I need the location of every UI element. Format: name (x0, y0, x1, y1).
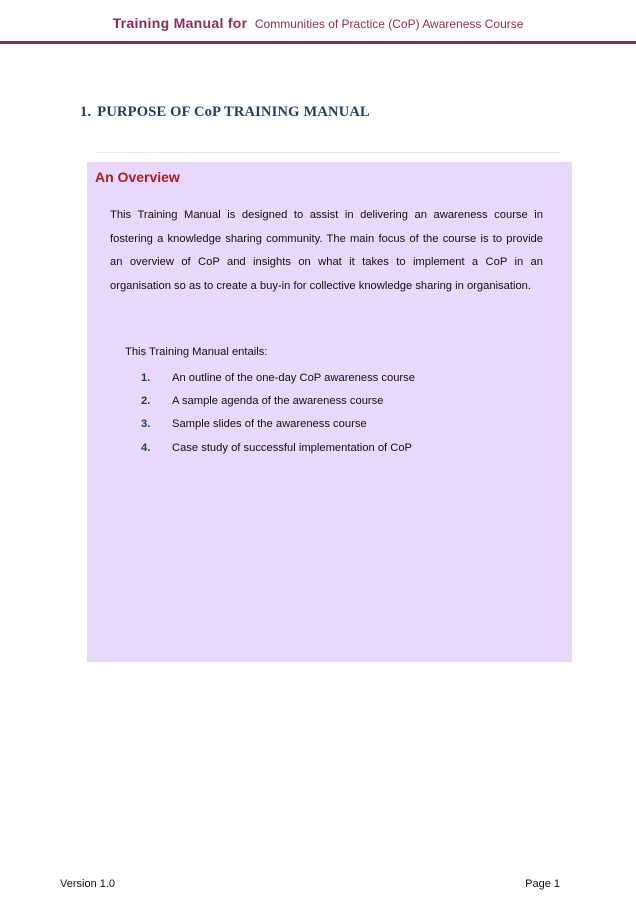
header-text (0, 15, 636, 33)
section-number: 1. (80, 104, 92, 120)
list-item-text: Case study of successful implementation of CoP (172, 442, 413, 454)
header-divider (0, 41, 636, 44)
list-item-number: 3. (141, 418, 151, 430)
entails-label: This Training Manual entails: (125, 346, 268, 358)
page-header (0, 0, 636, 44)
heading-divider (96, 152, 560, 153)
list-item-text: A sample agenda of the awareness course (172, 395, 384, 407)
section-title: PURPOSE OF CoP TRAINING MANUAL (97, 104, 370, 120)
header-title: Training Manual for (112, 15, 248, 31)
list-item-text: An outline of the one-day CoP awareness course (172, 372, 415, 384)
section-heading (80, 104, 370, 121)
list-item-number: 4. (141, 442, 151, 454)
list-item-text: Sample slides of the awareness course (172, 418, 367, 430)
overview-box (87, 162, 572, 662)
overview-paragraph: This Training Manual is designed to assist in delivering an awareness course in fostering a knowledge sharing community. The main focus of the course is to provide an overview of CoP and insights on what it takes to implement a CoP in an organisation so as to create a buy-in for collective knowledge sharing in organisation. (110, 209, 543, 292)
footer-version: Version 1.0 (60, 878, 116, 890)
header-subtitle: Communities of Practice (CoP) Awareness Course (254, 17, 524, 31)
list-item-number: 2. (141, 395, 151, 407)
footer-page-number: Page 1 (525, 878, 560, 890)
overview-title: An Overview (95, 169, 180, 185)
list-item-number: 1. (141, 372, 151, 384)
